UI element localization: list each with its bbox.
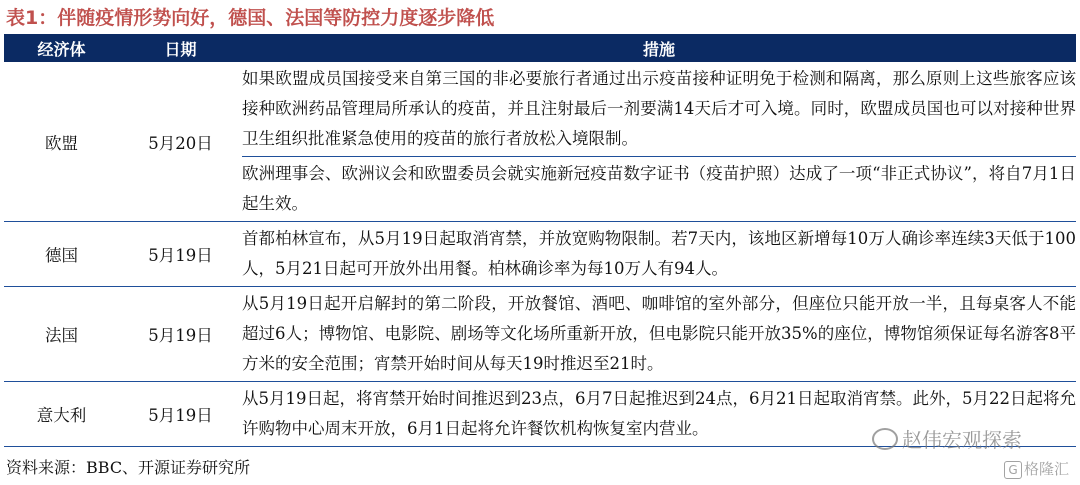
date-cell: 5月20日 <box>119 62 242 222</box>
header-measures: 措施 <box>242 34 1076 62</box>
date-cell: 5月19日 <box>119 382 242 447</box>
table-row <box>4 62 1076 222</box>
region-cell: 德国 <box>4 222 119 287</box>
table-header-row <box>4 34 1076 62</box>
measures-cell <box>242 222 1076 287</box>
region-cell: 意大利 <box>4 382 119 447</box>
measure-text: 从5月19日起开启解封的第二阶段，开放餐馆、酒吧、咖啡馆的室外部分，但座位只能开放一半，且每桌客人不能超过6人；博物馆、电影院、剧场等文化场所重新开放，但电影院只能开放35%的座位，博物馆须保证每名游客8平方米的安全范围；宵禁开始时间从每天19时推迟至21时。 <box>242 294 1076 373</box>
table-row <box>4 287 1076 382</box>
measure-text: 如果欧盟成员国接受来自第三国的非必要旅行者通过出示疫苗接种证明免于检测和隔离，那么原则上这些旅客应该接种欧洲药品管理局所承认的疫苗，并且注射最后一剂要满14天后才可入境。同时，欧盟成员国也可以对接种世界卫生组织批准紧急使用的疫苗的旅行者放松入境限制。 <box>242 69 1076 148</box>
measure-text: 从5月19日起，将宵禁开始时间推迟到23点，6月7日起推迟到24点，6月21日起取消宵禁。此外，5月22日起将允许购物中心周末开放，6月1日起将允许餐饮机构恢复室内营业。 <box>242 389 1076 438</box>
wechat-watermark <box>872 424 1022 453</box>
measure-text: 欧洲理事会、欧洲议会和欧盟委员会就实施新冠疫苗数字证书（疫苗护照）达成了一项“非正式协议”，将自7月1日起生效。 <box>242 156 1076 221</box>
table-caption: 表1：伴随疫情形势向好，德国、法国等防控力度逐步降低 <box>6 7 495 29</box>
logo-watermark-text: 格隆汇 <box>1024 460 1070 478</box>
table-row <box>4 222 1076 287</box>
wechat-icon <box>872 428 898 450</box>
source-note: 资料来源：BBC、开源证券研究所 <box>6 458 251 477</box>
region-cell: 欧盟 <box>4 62 119 222</box>
logo-watermark <box>1004 458 1069 479</box>
region-cell: 法国 <box>4 287 119 382</box>
measures-cell <box>242 287 1076 382</box>
gelonghui-logo-icon: G <box>1004 461 1022 479</box>
measure-text: 首都柏林宣布，从5月19日起取消宵禁，并放宽购物限制。若7天内，该地区新增每10万人确诊率连续3天低于100人，5月21日起可开放外出用餐。柏林确诊率为每10万人有94人。 <box>242 229 1076 278</box>
wechat-watermark-text: 赵伟宏观探索 <box>902 428 1022 452</box>
measures-table <box>4 34 1076 447</box>
measures-cell <box>242 62 1076 222</box>
date-cell: 5月19日 <box>119 287 242 382</box>
header-date: 日期 <box>119 34 242 62</box>
date-cell: 5月19日 <box>119 222 242 287</box>
header-region: 经济体 <box>4 34 119 62</box>
